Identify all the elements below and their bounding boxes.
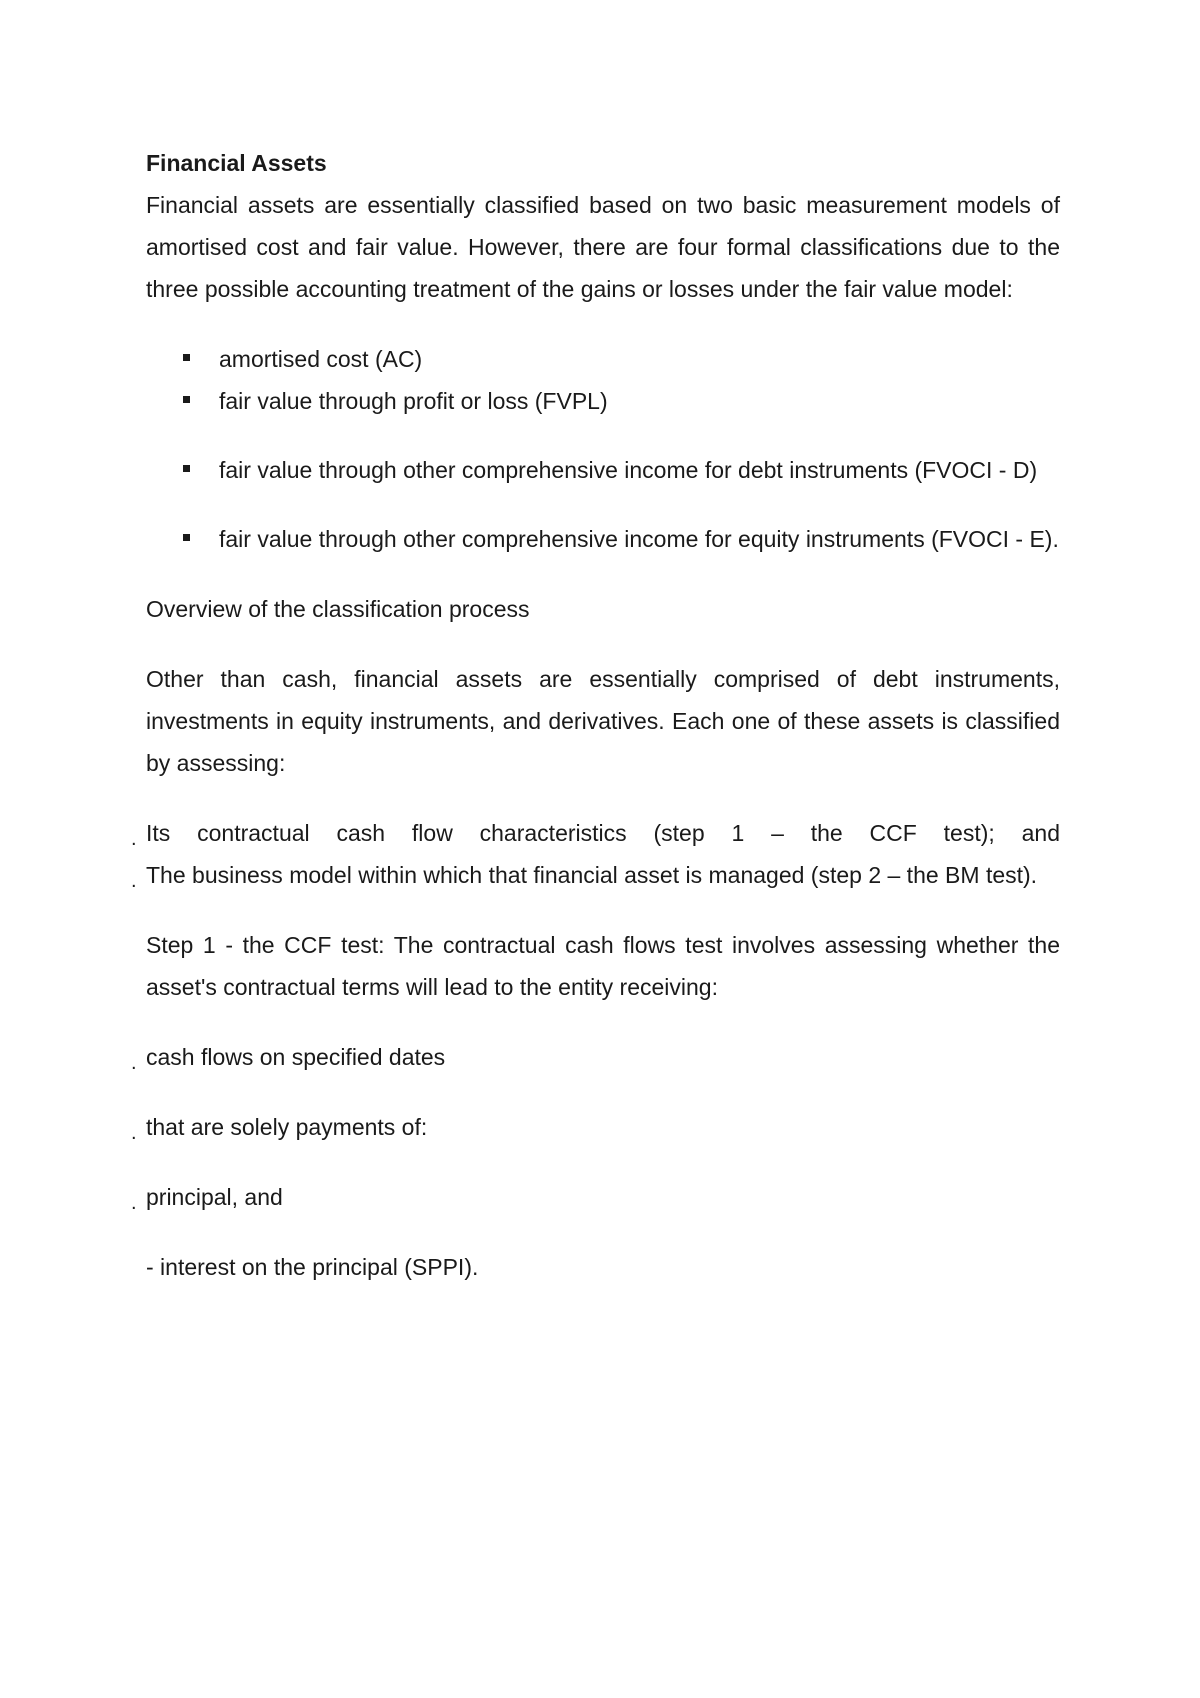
dot-bullet-icon: .	[131, 1192, 137, 1214]
list-item: . The business model within which that financial asset is managed (step 2 – the BM test).	[131, 862, 1038, 892]
classification-list	[146, 338, 1060, 560]
document-body	[131, 142, 1060, 1288]
square-bullet-icon	[183, 354, 190, 361]
dot-bullet-icon: .	[131, 1122, 137, 1144]
square-bullet-icon	[183, 465, 190, 472]
list-item: . Its contractual cash flow characteristics (step 1 – the CCF test); and	[131, 820, 1060, 850]
page-title: Financial Assets	[146, 150, 327, 176]
square-bullet-icon	[183, 534, 190, 541]
list-item: . cash flows on specified dates	[131, 1044, 446, 1074]
final-list-item: - interest on the principal (SPPI).	[146, 1254, 479, 1280]
list-item: . principal, and	[131, 1184, 283, 1214]
dot-bullet-icon: .	[131, 1052, 137, 1074]
section-title: Overview of the classification process	[146, 596, 530, 622]
assessment-list	[131, 812, 1060, 896]
list-item: . that are solely payments of:	[131, 1114, 428, 1144]
intro-paragraph: Financial assets are essentially classified based on two basic measurement models of amortised cost and fair value. However, there are four formal classifications due to the three possible accounting treatment of the gains or losses under the fair value model:	[146, 192, 1060, 302]
dot-bullet-icon: .	[131, 828, 137, 850]
list-item: fair value through profit or loss (FVPL)	[146, 380, 1060, 422]
list-item: fair value through other comprehensive income for equity instruments (FVOCI - E).	[146, 518, 1060, 560]
square-bullet-icon	[183, 396, 190, 403]
dot-bullet-icon: .	[131, 870, 137, 892]
overview-paragraph: Other than cash, financial assets are essentially comprised of debt instruments, investments in equity instruments, and derivatives. Each one of these assets is classified by assessing:	[146, 666, 1060, 776]
list-item: fair value through other comprehensive income for debt instruments (FVOCI - D)	[146, 449, 1060, 491]
step1-paragraph: Step 1 - the CCF test: The contractual cash flows test involves assessing whether the asset's contractual terms will lead to the entity receiving:	[146, 932, 1060, 1000]
list-item: amortised cost (AC)	[146, 338, 1060, 380]
